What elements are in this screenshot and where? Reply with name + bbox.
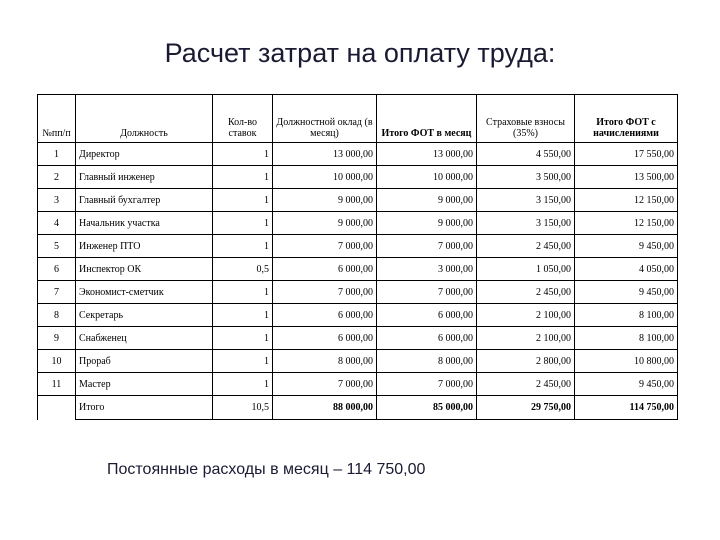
table-row [38, 327, 678, 350]
row-fot-total: 9 450,00 [575, 235, 678, 258]
row-fot-total: 9 450,00 [575, 281, 678, 304]
header-salary: Должностной оклад (в месяц) [273, 95, 377, 143]
row-rates: 1 [213, 143, 273, 166]
row-rates: 1 [213, 281, 273, 304]
row-fot-total: 10 800,00 [575, 350, 678, 373]
row-rates: 0,5 [213, 258, 273, 281]
table-row [38, 166, 678, 189]
row-salary: 8 000,00 [273, 350, 377, 373]
row-fot-total: 9 450,00 [575, 373, 678, 396]
header-fot: Итого ФОТ в месяц [377, 95, 477, 143]
row-insurance: 3 150,00 [477, 189, 575, 212]
table-row [38, 189, 678, 212]
row-position: Главный инженер [76, 166, 213, 189]
row-position: Секретарь [76, 304, 213, 327]
page-title: Расчет затрат на оплату труда: [164, 38, 556, 68]
table-row [38, 212, 678, 235]
total-salary: 88 000,00 [273, 396, 377, 420]
row-position: Прораб [76, 350, 213, 373]
row-rates: 1 [213, 212, 273, 235]
total-label: Итого [76, 396, 213, 420]
row-number: 3 [38, 189, 76, 212]
row-number: 5 [38, 235, 76, 258]
row-fot: 8 000,00 [377, 350, 477, 373]
row-fot: 3 000,00 [377, 258, 477, 281]
row-position: Директор [76, 143, 213, 166]
row-salary: 9 000,00 [273, 212, 377, 235]
row-position: Начальник участка [76, 212, 213, 235]
row-insurance: 2 450,00 [477, 235, 575, 258]
total-fot-total: 114 750,00 [575, 396, 678, 420]
row-salary: 7 000,00 [273, 281, 377, 304]
row-insurance: 4 550,00 [477, 143, 575, 166]
row-fot: 6 000,00 [377, 327, 477, 350]
row-number: 4 [38, 212, 76, 235]
row-rates: 1 [213, 327, 273, 350]
row-position: Экономист-сметчик [76, 281, 213, 304]
header-rates: Кол-во ставок [213, 95, 273, 143]
row-rates: 1 [213, 235, 273, 258]
row-fot-total: 8 100,00 [575, 327, 678, 350]
row-position: Инспектор ОК [76, 258, 213, 281]
total-rates: 10,5 [213, 396, 273, 420]
row-salary: 10 000,00 [273, 166, 377, 189]
row-number: 2 [38, 166, 76, 189]
row-number: 6 [38, 258, 76, 281]
row-insurance: 2 800,00 [477, 350, 575, 373]
total-insurance: 29 750,00 [477, 396, 575, 420]
monthly-fixed-costs: Постоянные расходы в месяц – 114 750,00 [107, 461, 426, 478]
row-fot-total: 12 150,00 [575, 189, 678, 212]
row-number: 10 [38, 350, 76, 373]
total-row [38, 396, 678, 420]
table-row [38, 258, 678, 281]
header-number: №пп/п [38, 95, 76, 143]
row-rates: 1 [213, 166, 273, 189]
row-rates: 1 [213, 189, 273, 212]
table-row [38, 143, 678, 166]
row-position: Мастер [76, 373, 213, 396]
row-salary: 6 000,00 [273, 327, 377, 350]
row-fot: 6 000,00 [377, 304, 477, 327]
header-position: Должность [76, 95, 213, 143]
row-fot: 9 000,00 [377, 189, 477, 212]
row-fot-total: 12 150,00 [575, 212, 678, 235]
total-empty [38, 396, 76, 420]
row-salary: 9 000,00 [273, 189, 377, 212]
row-fot-total: 13 500,00 [575, 166, 678, 189]
row-fot: 9 000,00 [377, 212, 477, 235]
row-salary: 6 000,00 [273, 304, 377, 327]
table-row [38, 350, 678, 373]
row-fot: 7 000,00 [377, 373, 477, 396]
row-fot: 13 000,00 [377, 143, 477, 166]
row-rates: 1 [213, 350, 273, 373]
row-salary: 13 000,00 [273, 143, 377, 166]
row-salary: 7 000,00 [273, 235, 377, 258]
row-position: Инженер ПТО [76, 235, 213, 258]
row-rates: 1 [213, 373, 273, 396]
row-salary: 6 000,00 [273, 258, 377, 281]
row-number: 7 [38, 281, 76, 304]
row-insurance: 2 100,00 [477, 304, 575, 327]
row-fot: 10 000,00 [377, 166, 477, 189]
row-insurance: 2 450,00 [477, 373, 575, 396]
row-number: 11 [38, 373, 76, 396]
total-fot: 85 000,00 [377, 396, 477, 420]
row-position: Снабженец [76, 327, 213, 350]
row-fot: 7 000,00 [377, 281, 477, 304]
table-header-row [38, 95, 678, 143]
row-number: 9 [38, 327, 76, 350]
row-fot-total: 17 550,00 [575, 143, 678, 166]
row-fot: 7 000,00 [377, 235, 477, 258]
row-insurance: 2 100,00 [477, 327, 575, 350]
row-insurance: 1 050,00 [477, 258, 575, 281]
row-number: 1 [38, 143, 76, 166]
row-position: Главный бухгалтер [76, 189, 213, 212]
row-number: 8 [38, 304, 76, 327]
labor-cost-table [37, 94, 678, 420]
row-fot-total: 8 100,00 [575, 304, 678, 327]
table-row [38, 304, 678, 327]
row-rates: 1 [213, 304, 273, 327]
row-insurance: 2 450,00 [477, 281, 575, 304]
table-row [38, 235, 678, 258]
row-salary: 7 000,00 [273, 373, 377, 396]
row-insurance: 3 500,00 [477, 166, 575, 189]
table-row [38, 281, 678, 304]
row-insurance: 3 150,00 [477, 212, 575, 235]
row-fot-total: 4 050,00 [575, 258, 678, 281]
header-insurance: Страховые взносы (35%) [477, 95, 575, 143]
header-fot-total: Итого ФОТ с начислениями [575, 95, 678, 143]
table-row [38, 373, 678, 396]
